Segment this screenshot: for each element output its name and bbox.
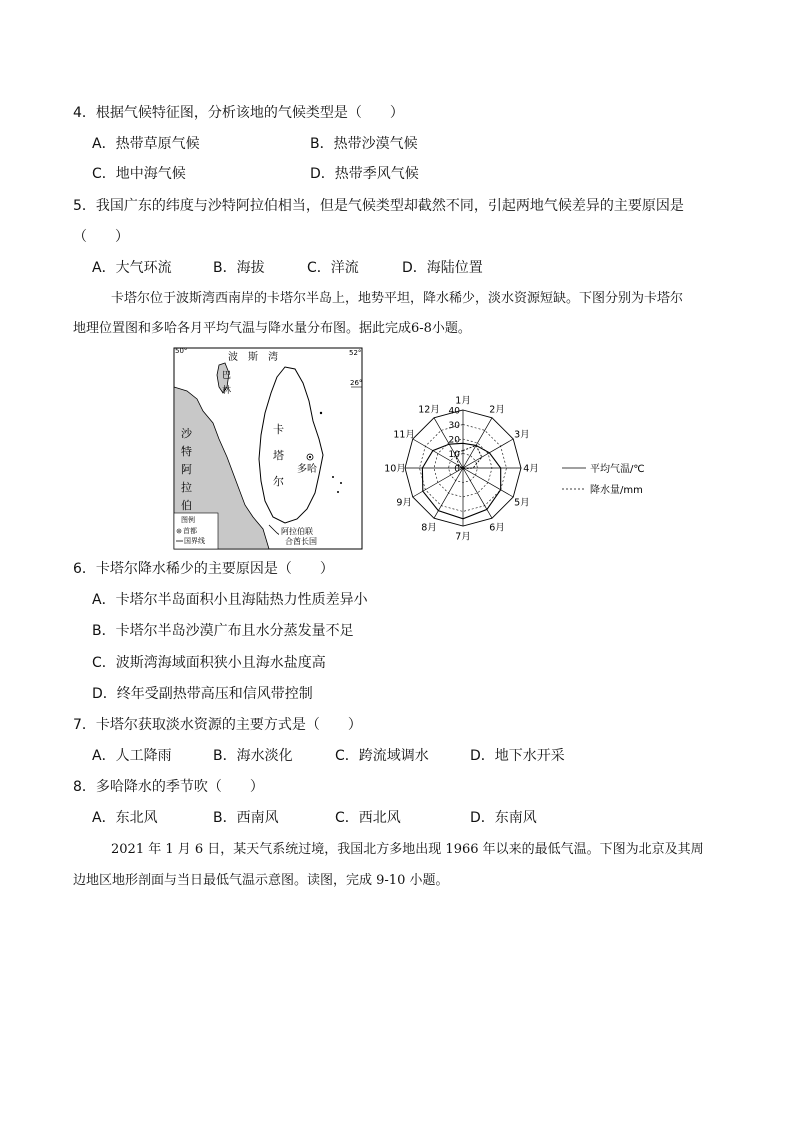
saudi-label-3: 阿 [181, 463, 192, 476]
qatar-map [173, 347, 363, 550]
saudi-label-5: 伯 [181, 499, 192, 512]
qatar-label-2: 塔 [273, 449, 284, 462]
month-label-1: 1月 [455, 395, 471, 407]
bahrain-label-1: 巴 [222, 371, 232, 381]
legend-temp: 平均气温/℃ [590, 464, 645, 475]
radar-spoke-3 [463, 439, 513, 468]
q5-option-b[interactable]: B．海拔 [213, 260, 265, 276]
saudi-label-1: 沙 [181, 427, 192, 440]
q8-option-b[interactable]: B．西南风 [213, 810, 279, 826]
month-label-9: 9月 [396, 497, 412, 509]
gulf-label: 波 斯 湾 [228, 352, 278, 363]
legend-title: 图例 [181, 516, 195, 524]
radar-series-temperature [422, 443, 500, 518]
radar-spoke-5 [463, 468, 513, 497]
month-label-7: 7月 [455, 531, 471, 543]
month-label-2: 2月 [489, 404, 505, 416]
bahrain-label-2: 林 [222, 386, 232, 396]
qatar-label-3: 尔 [273, 475, 284, 488]
radial-tick-40: 40 [448, 406, 460, 417]
passage2-line1: 2021 年 1 月 6 日，某天气系统过境，我国北方多地出现 1966 年以来的最低气温。下图为北京及其周 [111, 842, 704, 857]
month-label-12: 12月 [418, 404, 440, 416]
q7-option-b[interactable]: B．海水淡化 [213, 748, 293, 764]
radial-tick-20: 20 [448, 435, 460, 446]
month-label-8: 8月 [421, 522, 437, 534]
passage2-line2: 边地区地形剖面与当日最低气温示意图。读图，完成 9-10 小题。 [73, 873, 449, 888]
uae-label-1: 阿拉伯联 [281, 527, 313, 536]
radar-spoke-6 [463, 468, 492, 518]
radar-series [422, 443, 500, 518]
q7-stem: 7．卡塔尔获取淡水资源的主要方式是（ ） [73, 717, 362, 733]
lat-label: 26° [350, 379, 363, 387]
q4-option-a[interactable]: A．热带草原气候 [92, 136, 200, 152]
saudi-label-4: 拉 [181, 481, 192, 494]
q6-stem: 6．卡塔尔降水稀少的主要原因是（ ） [73, 561, 334, 577]
q4-stem: 4．根据气候特征图，分析该地的气候类型是（ ） [73, 105, 404, 121]
q7-option-a[interactable]: A．人工降雨 [92, 748, 172, 764]
radar-spoke-2 [463, 418, 492, 468]
doha-label: 多哈 [297, 464, 317, 475]
month-label-11: 11月 [393, 429, 415, 441]
q4-option-c[interactable]: C．地中海气候 [92, 166, 186, 182]
q8-stem: 8．多哈降水的季节吹（ ） [73, 779, 264, 795]
q6-option-c[interactable]: C．波斯湾海域面积狭小且海水盐度高 [92, 655, 326, 671]
q7-option-c[interactable]: C．跨流域调水 [335, 748, 429, 764]
passage1-line2: 地理位置图和多哈各月平均气温与降水量分布图。据此完成6-8小题。 [73, 321, 471, 336]
q5-option-c[interactable]: C．洋流 [307, 260, 359, 276]
q5-stem-cont: （ ） [73, 229, 129, 245]
q4-option-b[interactable]: B．热带沙漠气候 [310, 136, 418, 152]
q5-option-a[interactable]: A．大气环流 [92, 260, 172, 276]
q8-option-d[interactable]: D．东南风 [470, 810, 537, 826]
q8-option-c[interactable]: C．西北风 [335, 810, 401, 826]
saudi-label-2: 特 [181, 445, 192, 458]
q7-option-d[interactable]: D．地下水开采 [470, 748, 565, 764]
legend-precip: 降水量/mm [590, 485, 643, 496]
radial-tick-30: 30 [448, 421, 460, 431]
passage1-line1: 卡塔尔位于波斯湾西南岸的卡塔尔半岛上，地势平坦，降水稀少，淡水资源短缺。下图分别为卡塔尔 [111, 291, 684, 306]
lon-left-label: 50° [175, 347, 188, 355]
radial-tick-10: 10 [448, 450, 460, 460]
month-label-6: 6月 [489, 522, 505, 534]
q6-option-a[interactable]: A．卡塔尔半岛面积小且海陆热力性质差异小 [92, 592, 368, 608]
radial-tick-0: 0 [454, 464, 460, 475]
qatar-label-1: 卡 [273, 423, 284, 436]
month-label-10: 10月 [384, 463, 406, 475]
uae-label-2: 合酋长国 [285, 537, 317, 546]
q4-option-d[interactable]: D．热带季风气候 [310, 166, 419, 182]
q6-option-d[interactable]: D．终年受副热带高压和信风带控制 [92, 686, 313, 702]
legend-capital: 首都 [183, 527, 197, 535]
doha-climate-radar-chart [380, 392, 660, 547]
radar-ticks [449, 407, 461, 475]
q6-option-b[interactable]: B．卡塔尔半岛沙漠广布且水分蒸发量不足 [92, 623, 354, 639]
lon-right-label: 52° [349, 349, 362, 357]
q5-option-d[interactable]: D．海陆位置 [402, 260, 483, 276]
legend-border: 国界线 [184, 537, 205, 545]
month-label-4: 4月 [523, 463, 539, 475]
month-label-3: 3月 [514, 429, 530, 441]
month-label-5: 5月 [514, 497, 530, 509]
q5-stem: 5．我国广东的纬度与沙特阿拉伯相当，但是气候类型却截然不同，引起两地气候差异的主要原因是 [73, 198, 684, 214]
q8-option-a[interactable]: A．东北风 [92, 810, 158, 826]
